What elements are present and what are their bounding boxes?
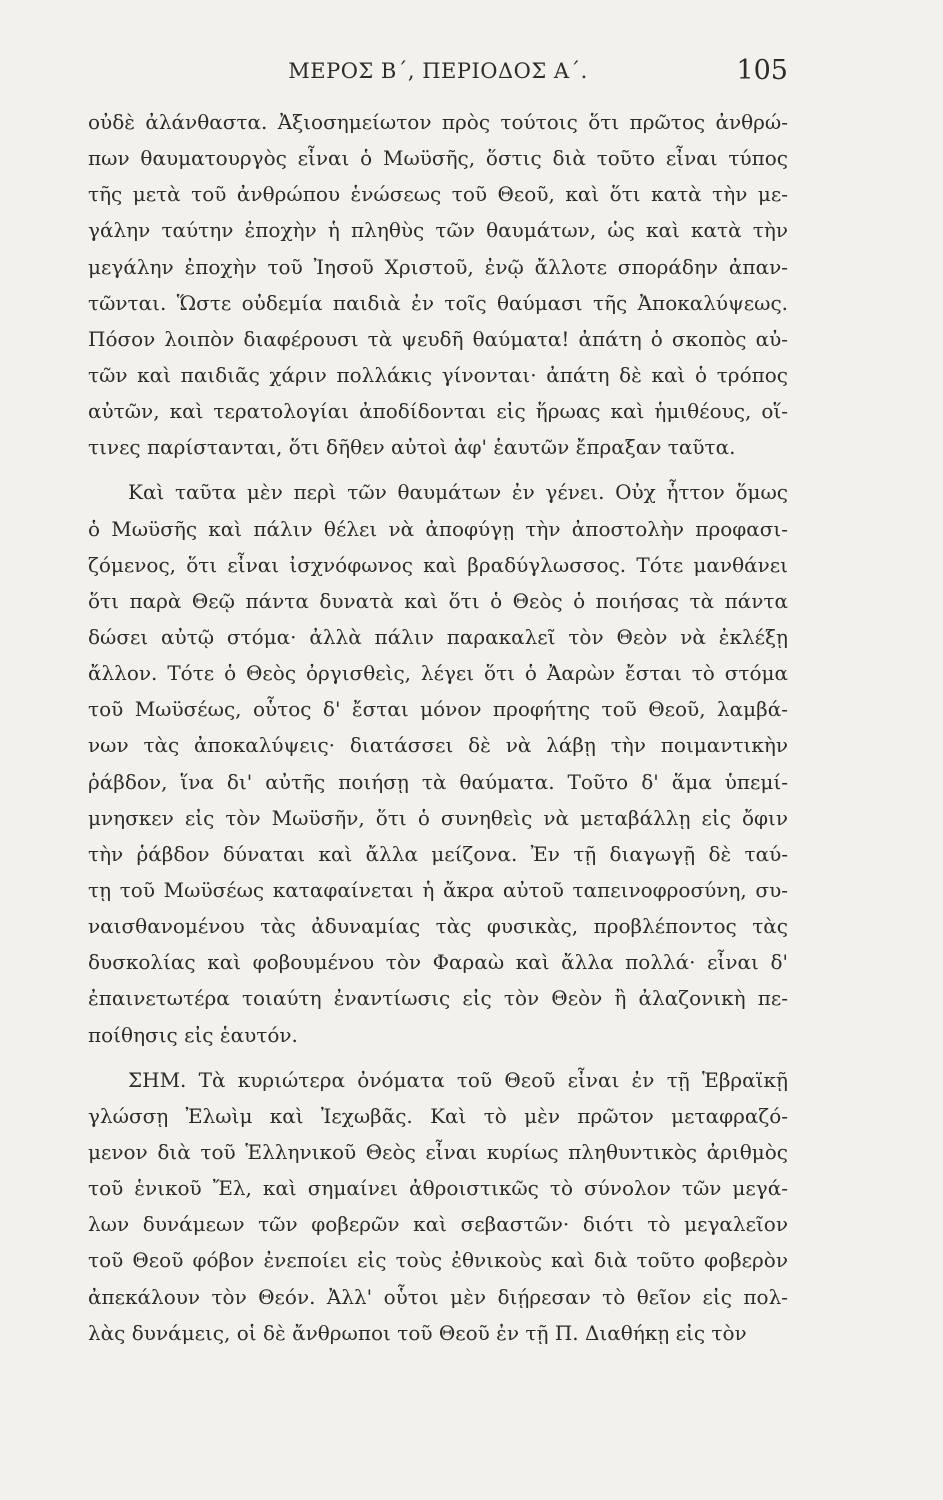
text-line: ἄλλον. Τότε ὁ Θεὸς ὀργισθεὶς, λέγει ὅτι ὁ Ἀαρὼν ἔσται τὸ στόμα xyxy=(88,661,788,686)
text-line: δώσει αὐτῷ στόμα· ἀλλὰ πάλιν παρακαλεῖ τὸν Θεὸν νὰ ἐκλέξῃ xyxy=(88,624,788,649)
text-line: γλώσσῃ Ἐλωὶμ καὶ Ἰεχωβᾶς. Καὶ τὸ μὲν πρῶτον μεταφραζό- xyxy=(88,1103,788,1128)
text-line: τῶνται. Ὥστε οὐδεμία παιδιὰ ἐν τοῖς θαύμασι τῆς Ἀποκαλύψεως. xyxy=(88,290,788,315)
text-line: νων τὰς ἀποκαλύψεις· διατάσσει δὲ νὰ λάβῃ τὴν ποιμαντικὴν xyxy=(88,733,788,758)
text-line: μνησκεν εἰς τὸν Μωϋσῆν, ὅτι ὁ συνηθεὶς νὰ μεταβάλλῃ εἰς ὄφιν xyxy=(88,805,788,830)
text-line: τῶν καὶ παιδιᾶς χάριν πολλάκις γίνονται· ἀπάτη δὲ καὶ ὁ τρόπος xyxy=(88,362,788,387)
text-line: δυσκολίας καὶ φοβουμένου τὸν Φαραὼ καὶ ἄλλα πολλά· εἶναι δ' xyxy=(88,950,788,975)
text-line: ΣΗΜ. Τὰ κυριώτερα ὀνόματα τοῦ Θεοῦ εἶναι ἐν τῇ Ἑβραϊκῇ xyxy=(88,1067,788,1092)
text-line: λὰς δυνάμεις, οἱ δὲ ἄνθρωποι τοῦ Θεοῦ ἐν τῇ Π. Διαθήκῃ εἰς τὸν xyxy=(88,1320,747,1345)
paragraph xyxy=(88,1062,788,1351)
text-line: τὴν ῥάβδον δύναται καὶ ἄλλα μείζονα. Ἐν τῇ διαγωγῇ δὲ ταύ- xyxy=(88,841,788,866)
paragraph xyxy=(88,104,788,465)
paragraph-gap xyxy=(88,1053,788,1062)
text-line: τινες παρίστανται, ὅτι δῆθεν αὐτοὶ ἀφ' ἑαυτῶν ἔπραξαν ταῦτα. xyxy=(88,435,736,460)
text-line: τῆς μετὰ τοῦ ἀνθρώπου ἑνώσεως τοῦ Θεοῦ, καὶ ὅτι κατὰ τὴν με- xyxy=(88,182,788,207)
text-line: μενον διὰ τοῦ Ἑλληνικοῦ Θεὸς εἶναι κυρίως πληθυντικὸς ἀριθμὸς xyxy=(88,1139,788,1164)
text-line: γάλην ταύτην ἐποχὴν ἡ πληθὺς τῶν θαυμάτων, ὡς καὶ κατὰ τὴν xyxy=(88,218,788,243)
text-line: ἀπεκάλουν τὸν Θεόν. Ἀλλ' οὗτοι μὲν διῄρεσαν τὸ θεῖον εἰς πολ- xyxy=(88,1284,788,1309)
paragraph xyxy=(88,474,788,1052)
text-line: τοῦ ἑνικοῦ Ἔλ, καὶ σημαίνει ἀθροιστικῶς τὸ σύνολον τῶν μεγά- xyxy=(88,1176,788,1201)
text-line: τοῦ Μωϋσέως, οὗτος δ' ἔσται μόνον προφήτης τοῦ Θεοῦ, λαμβά- xyxy=(88,697,788,722)
text-line: μεγάλην ἐποχὴν τοῦ Ἰησοῦ Χριστοῦ, ἐνῷ ἄλλοτε σποράδην ἀπαν- xyxy=(88,254,788,279)
text-line: πων θαυματουργὸς εἶναι ὁ Μωϋσῆς, ὅστις διὰ τοῦτο εἶναι τύπος xyxy=(88,146,788,171)
text-line: τοῦ Θεοῦ φόβον ἐνεποίει εἰς τοὺς ἐθνικοὺς καὶ διὰ τοῦτο φοβερὸν xyxy=(88,1248,788,1273)
text-line: λων δυνάμεων τῶν φοβερῶν καὶ σεβαστῶν· διότι τὸ μεγαλεῖον xyxy=(88,1212,788,1237)
text-line: ναισθανομένου τὰς ἀδυναμίας τὰς φυσικὰς, προβλέποντος τὰς xyxy=(88,914,788,939)
text-line: Καὶ ταῦτα μὲν περὶ τῶν θαυμάτων ἐν γένει. Οὐχ ἧττον ὅμως xyxy=(88,480,788,505)
text-line: ἐπαινετωτέρα τοιαύτη ἐναντίωσις εἰς τὸν Θεὸν ἢ ἀλαζονικὴ πε- xyxy=(88,986,788,1011)
running-head: ΜΕΡΟΣ Β΄, ΠΕΡΙΟΔΟΣ Α΄. xyxy=(288,59,588,83)
text-line: Πόσον λοιπὸν διαφέρουσι τὰ ψευδῆ θαύματα! ἀπάτη ὁ σκοπὸς αὐ- xyxy=(88,326,788,351)
text-line: αὐτῶν, καὶ τερατολογίαι ἀποδίδονται εἰς ἥρωας καὶ ἡμιθέους, οἵ- xyxy=(88,399,788,424)
text-line: ὁ Μωϋσῆς καὶ πάλιν θέλει νὰ ἀποφύγῃ τὴν ἀποστολὴν προφασι- xyxy=(88,516,788,541)
page-header xyxy=(88,55,788,89)
page-number: 105 xyxy=(736,55,788,86)
paragraph-gap xyxy=(88,465,788,474)
text-line: ῥάβδον, ἵνα δι' αὐτῆς ποιήσῃ τὰ θαύματα. Τοῦτο δ' ἅμα ὑπεμί- xyxy=(88,769,788,794)
text-line: ποίθησις εἰς ἑαυτόν. xyxy=(88,1022,298,1047)
text-line: τῃ τοῦ Μωϋσέως καταφαίνεται ἡ ἄκρα αὐτοῦ ταπεινοφροσύνη, συ- xyxy=(88,877,788,902)
text-line: ὅτι παρὰ Θεῷ πάντα δυνατὰ καὶ ὅτι ὁ Θεὸς ὁ ποιήσας τὰ πάντα xyxy=(88,588,788,613)
text-line: ζόμενος, ὅτι εἶναι ἰσχνόφωνος καὶ βραδύγλωσσος. Τότε μανθάνει xyxy=(88,552,788,577)
text-line: οὐδὲ ἀλάνθαστα. Ἀξιοσημείωτον πρὸς τούτοις ὅτι πρῶτος ἀνθρώ- xyxy=(88,110,788,134)
body-text xyxy=(88,104,788,1351)
